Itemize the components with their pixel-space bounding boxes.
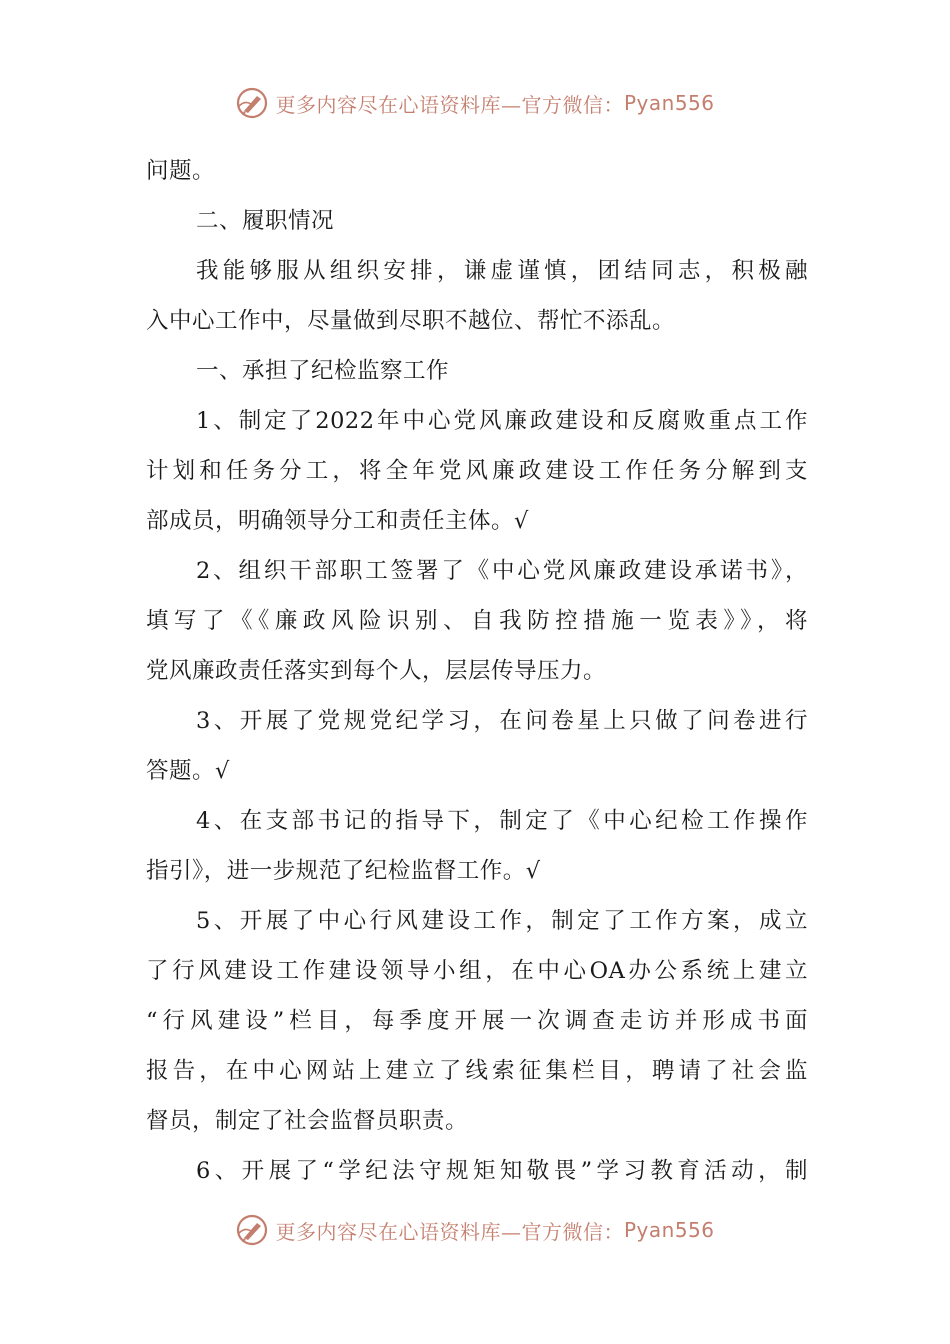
body-text-line: 4、在支部书记的指导下，制定了《中心纪检工作操作 <box>196 808 808 834</box>
footer-wechat-id: Pyan556 <box>623 1218 715 1242</box>
pen-logo-icon <box>235 1213 269 1247</box>
body-text-line: 二、履职情况 <box>196 208 335 234</box>
body-text-line: 5、开展了中心行风建设工作，制定了工作方案，成立 <box>196 908 808 934</box>
body-text-line: 填写了《《廉政风险识别、自我防控措施一览表》》，将 <box>146 608 808 634</box>
body-text-line: 问题。 <box>146 158 216 184</box>
body-text-line: 1、制定了2022年中心党风廉政建设和反腐败重点工作 <box>196 408 808 434</box>
body-text-line: 一、承担了纪检监察工作 <box>196 358 450 384</box>
document-body <box>146 146 808 1196</box>
body-text-line: 我能够服从组织安排，谦虚谨慎，团结同志，积极融 <box>196 258 808 284</box>
body-text-line: 计划和任务分工，将全年党风廉政建设工作任务分解到支 <box>146 458 808 484</box>
body-text-line: 答题。√ <box>146 758 230 784</box>
footer-watermark-text: 更多内容尽在心语资料库—官方微信： <box>275 1219 624 1244</box>
body-text-line: 入中心工作中，尽量做到尽职不越位、帮忙不添乱。 <box>146 308 676 334</box>
header-wechat-id: Pyan556 <box>623 91 715 115</box>
body-text-line: 报告，在中心网站上建立了线索征集栏目，聘请了社会监 <box>146 1058 808 1084</box>
pen-logo-icon <box>235 86 269 120</box>
body-text-line: 了行风建设工作建设领导小组，在中心OA办公系统上建立 <box>146 958 808 984</box>
body-text-line: 3、开展了党规党纪学习，在问卷星上只做了问卷进行 <box>196 708 808 734</box>
body-text-line: “行风建设”栏目，每季度开展一次调查走访并形成书面 <box>146 1008 808 1034</box>
body-text-line: 2、组织干部职工签署了《中心党风廉政建设承诺书》， <box>196 558 808 584</box>
header-watermark <box>0 83 950 123</box>
body-text-line: 指引》，进一步规范了纪检监督工作。√ <box>146 858 541 884</box>
footer-watermark <box>0 1210 950 1250</box>
header-watermark-text: 更多内容尽在心语资料库—官方微信： <box>275 92 624 117</box>
body-text-line: 6、开展了“学纪法守规矩知敬畏”学习教育活动，制 <box>196 1158 808 1184</box>
body-text-line: 督员，制定了社会监督员职责。 <box>146 1108 469 1134</box>
body-text-line: 党风廉政责任落实到每个人，层层传导压力。 <box>146 658 607 684</box>
body-text-line: 部成员，明确领导分工和责任主体。√ <box>146 508 529 534</box>
